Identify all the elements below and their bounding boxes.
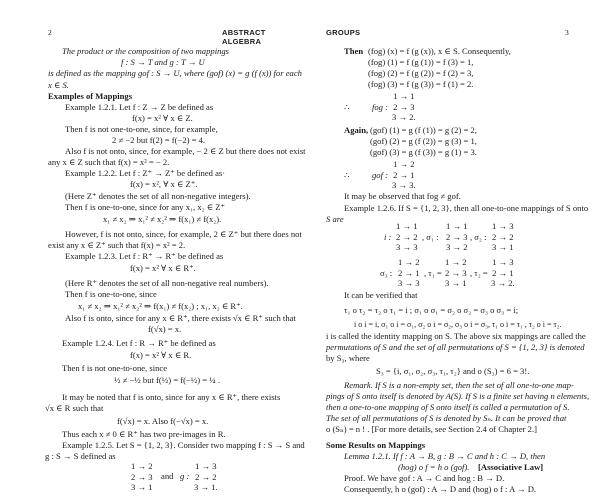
perm-label-sigma1: , σ₁ : [422,232,439,242]
equation: f(√x) = x. Also f(−√x) = x. [117,416,209,426]
equation: (gof) (3) = g (f (3)) = g (1) = 3. [370,147,477,157]
text-line: Also f is onto, since for any x ∈ R⁺, there exists √x ∈ R⁺ such that [65,313,296,323]
text-line: i is called the identity mapping on S. The above six mappings are called the [326,331,586,341]
equation: (fog) (1) = f (g (1)) = f (3) = 1, [368,57,474,67]
example-heading: Example 1.2.2. Let f : Z⁺ → Z⁺ be defined as· [65,168,226,178]
gof-label: gof : [372,170,388,180]
lemma: Lemma 1.2.1. If f : A → B, g : B → C and h : C → D, then [344,451,546,461]
mapping-gof: 1 → 2 2 → 1 3 → 3. [392,159,416,190]
remark: Remark. If S is a non-empty set, then the set of all one-to-one map- [344,380,574,390]
then-label: Then [344,46,364,56]
equation: τ₁ o τ₂ = τ₂ o τ₁ = i ; σ₁ o σ₁ = σ₂ o σ₂ = σ₃ o σ₃ = i; [344,305,519,315]
page-number: 3 [565,28,569,37]
equation: f(√x) = x. [148,324,182,334]
text-line: o (Sₙ) = n ! . [For more details, see Section 2.4 of Chapter 2.] [326,424,537,434]
text-line: Then f is one-to-one, since for any x₁, x₂ ∈ Z⁺ [65,202,226,212]
text-line: by S₃, where [326,353,370,363]
therefore-symbol: ∴ [344,170,350,180]
text-line: The set of all permutations of S is denoted by Sₙ. It can be proved that [326,413,567,423]
equation: S₃ = {i, σ₁, σ₂, σ₃, τ₁, τ₂} and o (S₃) = 6 = 3!. [376,366,530,376]
running-head: ABSTRACT ALGEBRA [222,28,266,46]
equation: (hog) o f = h o (gof). [398,462,470,472]
g-label: g : [180,471,190,481]
text-line: x ∈ S. [48,80,69,90]
section-heading: Examples of Mappings [48,91,133,101]
text-line: However, f is not onto, since, for example, 2 ∈ Z⁺ but there does not [65,229,302,239]
therefore-symbol: ∴ [344,102,350,112]
example-heading: Example 1.2.5. Let S = {1, 2, 3}. Consider two mapping f : S → S and [62,440,305,450]
perm-i: 1 → 1 2 → 2 3 → 3 [396,221,418,252]
text-line: Also f is not onto, since, for example, − 2 ∈ Z but there does not exist [65,146,306,156]
text-line: g : S → S defined as [45,451,116,461]
equation: f(x) = x² ∀ x ∈ Z. [132,113,193,123]
mapping-fog: 1 → 1 2 → 3 3 → 2. [392,91,416,122]
and-label: and [161,471,174,481]
text-line: exist any x ∈ Z⁺ such that f(x) = x² = 2. [48,240,186,250]
text-line: S are [326,214,344,224]
text-line: is defined as the mapping gof : S → U, where (gof) (x) = g (f (x)) for each [48,68,302,78]
text-line: Then f is one-to-one, since [65,289,157,299]
text-line: then a one-to-one mapping of S onto itself is called a permutation of S. [326,402,570,412]
mapping-g: 1 → 3 2 → 2 3 → 1. [194,461,218,492]
perm-sigma3: 1 → 2 2 → 1 3 → 3 [398,257,420,288]
text-line: Then f is not one-to-one, since [62,363,168,373]
equation: x₁ ≠ x₂ ⇒ x₁² ≠ x₂² ⇒ f(x₁) ≠ f(x₂). [103,214,222,224]
equation: f(x) = x², ∀ x ∈ Z⁺. [130,179,198,189]
equation: f(x) = x² ∀ x ∈ R. [130,350,192,360]
text-line: permutations of S and the set of all permutations of S = {1, 2, 3} is denoted [326,342,585,352]
equation: f(x) = x² ∀ x ∈ R⁺. [130,263,196,273]
example-heading: Example 1.2.4. Let f : R → R⁺ be defined as [62,338,216,348]
perm-label-sigma3: σ₃ : [380,268,393,278]
perm-label-tau2: , τ₂ = [470,268,488,278]
text-line: It may be noted that f is onto, since for any x ∈ R⁺, there exists [62,392,281,402]
text-line: Then f is not one-to-one, since, for example, [65,124,218,134]
again-label: Again, [344,125,369,135]
proof-line: Proof. We have gof : A → C and hog : B → D. [344,473,505,483]
equation: i o i = i, σ₁ o i = σ₁, σ₂ o i = σ₂, σ₃ o i = σ₃, τ₁ o i = τ₁ , τ₂ o i = τ₂. [354,320,562,329]
equation: x₁ ≠ x₂ ⇒ x₁² ≠ x₂² ⇒ f(x₁) ≠ f(x₂) ; x₁, x₂ ∈ R⁺. [78,301,243,311]
perm-sigma2: 1 → 3 2 → 2 3 → 1 [492,221,514,252]
right-page [300,0,600,497]
perm-label-i: i : [384,232,392,242]
text-line: any x ∈ Z such that f(x) = x² = − 2. [48,157,170,167]
text-line: pings of S onto itself is denoted by A(S). If S is a finite set having n elements, [326,391,590,401]
perm-label-sigma2: , σ₂ : [470,232,487,242]
perm-tau2: 1 → 3 2 → 1 3 → 2. [491,257,515,288]
equation: (fog) (3) = f (g (3)) = f (1) = 2. [368,79,474,89]
fog-label: fog : [372,102,388,112]
equation: 2 ≠ −2 but f(2) = f(−2) = 4. [112,135,206,145]
proof-line: Consequently, h o (gof) : A → D and (hog) o f : A → D. [344,484,537,494]
perm-label-tau1: , τ₁ = [424,268,442,278]
section-heading: Some Results on Mappings [326,440,426,450]
equation: (gof) (2) = g (f (2)) = g (3) = 1, [370,136,477,146]
perm-sigma1: 1 → 1 2 → 3 3 → 2 [446,221,468,252]
text-line: It may be observed that fog ≠ gof. [344,191,461,201]
page-number: 2 [48,28,52,37]
text-line: Thus each x ≠ 0 ∈ R⁺ has two pre-images in R. [62,429,226,439]
mapping-f: 1 → 2 2 → 3 3 → 1 [131,461,153,492]
example-heading: Example 1.2.3. Let f : R⁺ → R⁺ be defined as [65,251,224,261]
running-head: GROUPS [326,28,361,37]
equation: (gof) (1) = g (f (1)) = g (2) = 2, [370,125,477,135]
associative-law-tag: [Associative Law] [478,462,544,472]
equation: ½ ≠ −½ but f(½) = f(−½) = ¼ . [114,375,220,385]
equation: (fog) (2) = f (g (2)) = f (2) = 3, [368,68,474,78]
equation: f : S → T and g : T → U [121,57,205,67]
equation: (fog) (x) = f (g (x)), x ∈ S. Consequently, [368,46,511,56]
text-line: (Here R⁺ denotes the set of all non-negative real numbers). [65,278,269,288]
example-heading: Example 1.2.6. If S = {1, 2, 3}, then all one-to-one mappings of S onto [344,203,589,213]
example-heading: Example 1.2.1. Let f : Z → Z be defined as [65,102,214,112]
text-line: The product or the composition of two mappings [62,46,230,56]
text-line: It can be verified that [344,290,418,300]
text-line: √x ∈ R such that [45,403,104,413]
perm-tau1: 1 → 2 2 → 3 3 → 1 [445,257,467,288]
text-line: (Here Z⁺ denotes the set of all non-negative integers). [65,191,251,201]
